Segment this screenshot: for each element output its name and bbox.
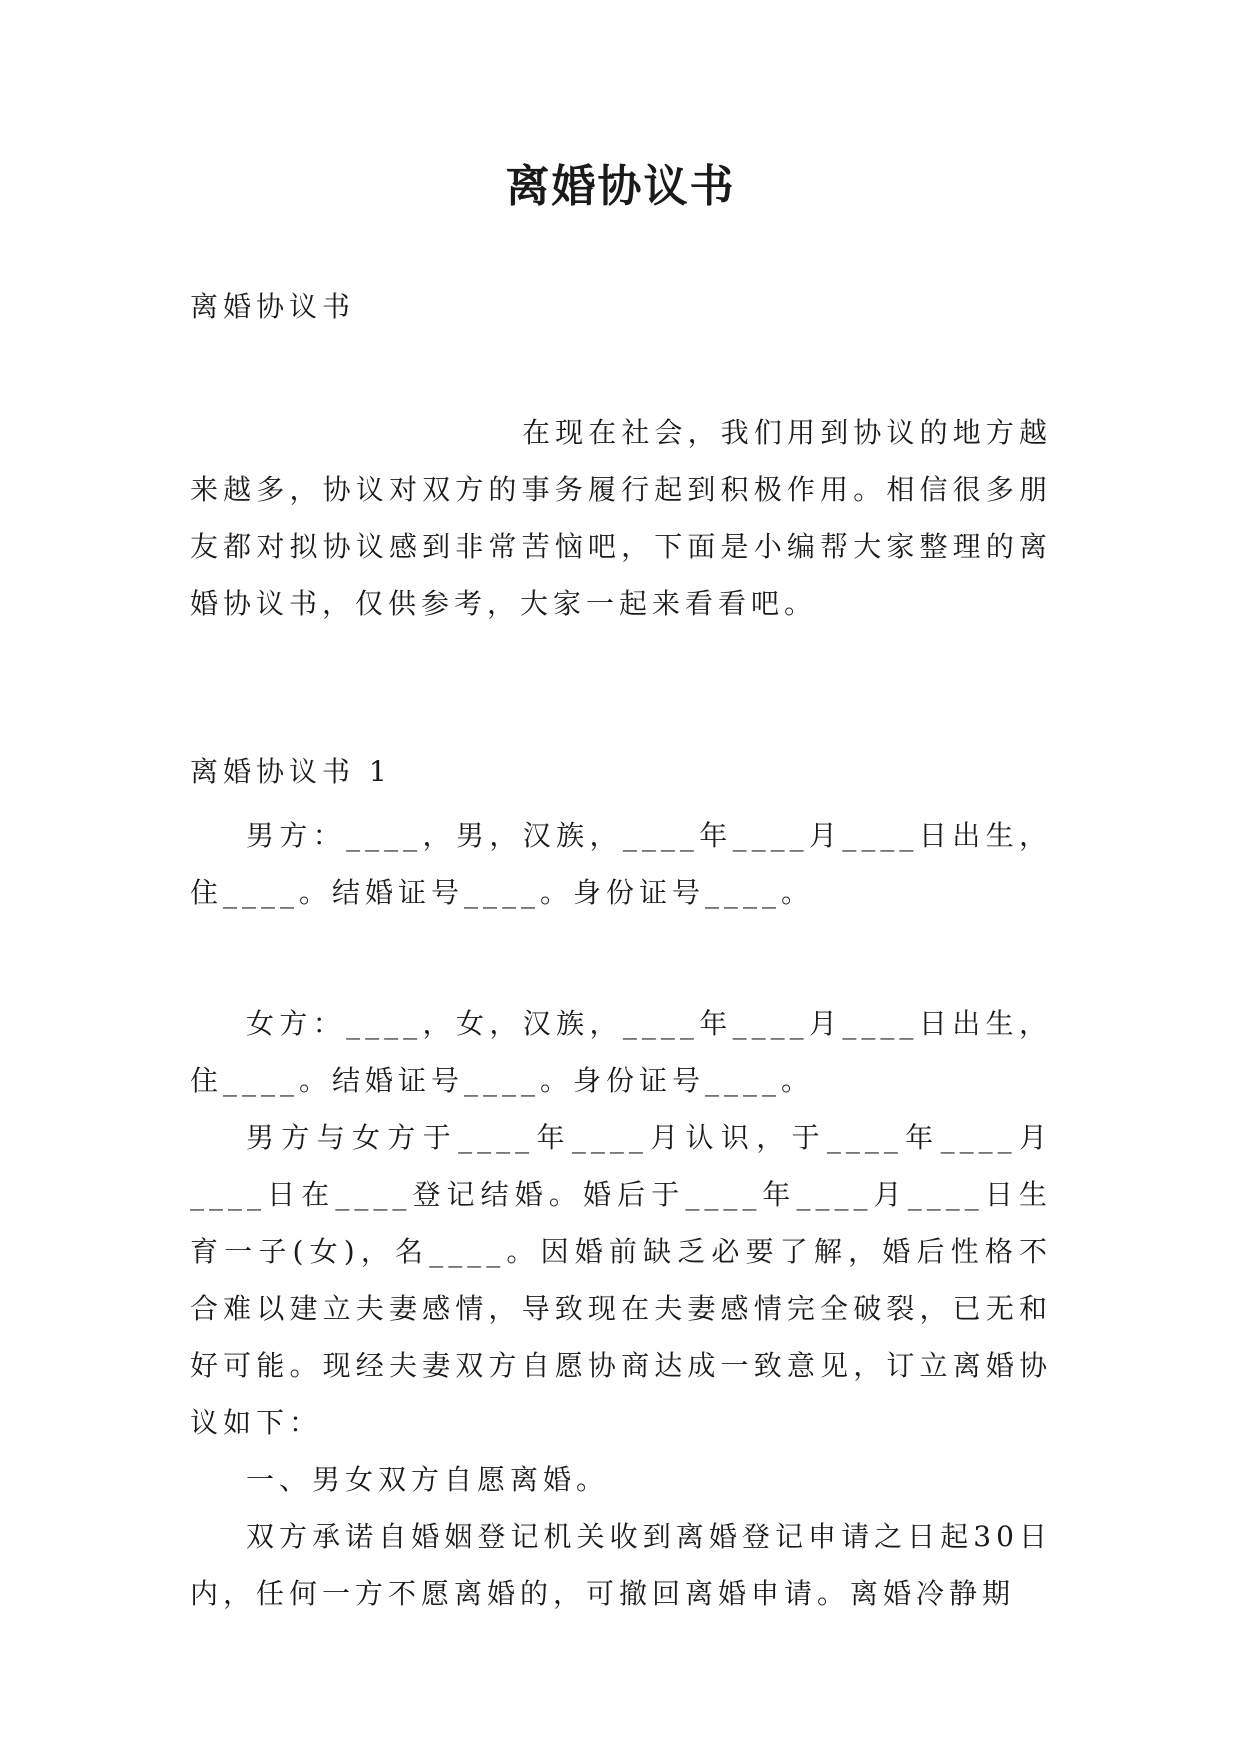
- agreement-paragraph: 双方承诺自婚姻登记机关收到离婚登记申请之日起30日内，任何一方不愿离婚的，可撤回离婚申请。离婚冷静期: [190, 1520, 1052, 1610]
- section-heading: 离婚协议书 1: [190, 755, 392, 788]
- document-subtitle: 离婚协议书: [190, 290, 356, 323]
- agreement-body: [190, 1109, 1052, 1622]
- male-party-paragraph: 男方：____，男，汉族，____年____月____日出生，住____。结婚证号____。身份证号____。: [190, 819, 1052, 909]
- document-title: 离婚协议书: [505, 161, 736, 212]
- agreement-clause-1: 一、男女双方自愿离婚。: [246, 1463, 610, 1496]
- intro-paragraph: 在现在社会，我们用到协议的地方越来越多，协议对双方的事务履行起到积极作用。相信很多朋友都对拟协议感到非常苦恼吧，下面是小编帮大家整理的离婚协议书，仅供参考，大家一起来看看吧。: [190, 416, 1052, 620]
- agreement-paragraph: 男方与女方于____年____月认识，于____年____月____日在____登记结婚。婚后于____年____月____日生育一子(女)，名____。因婚前缺乏必要了解，婚后性格不合难以建立夫妻感情，导致现在夫妻感情完全破裂，已无和好可能。现经夫妻双方自愿协商达成一致意见，订立离婚协议如下：: [190, 1121, 1052, 1439]
- female-party-paragraph: 女方：____，女，汉族，____年____月____日出生，住____。结婚证号____。身份证号____。: [190, 1007, 1052, 1097]
